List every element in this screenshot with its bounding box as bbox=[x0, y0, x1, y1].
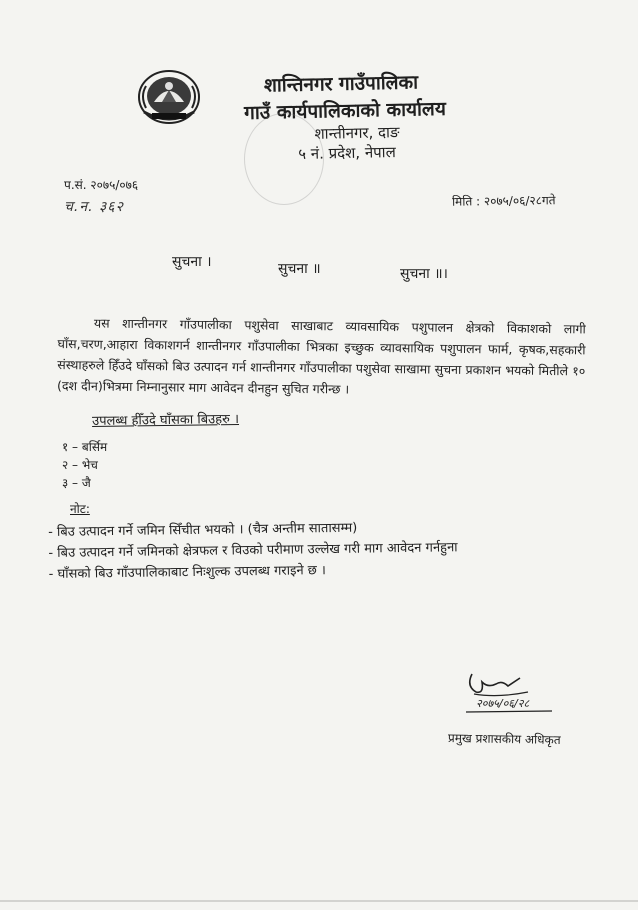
office-address: शान्तीनगर, दाङ bbox=[314, 123, 400, 143]
office-name: गाउँ कार्यपालिकाको कार्यालय bbox=[243, 97, 447, 125]
notice-heading-1: सुचना । bbox=[172, 254, 212, 270]
municipality-name: शान्तिनगर गाउँपालिका bbox=[263, 71, 419, 97]
reference-number: प.सं. २०७५/०७६ bbox=[64, 178, 139, 192]
list-item: १ – बर्सिम bbox=[62, 440, 108, 454]
dispatch-number: च.न. ३६२ bbox=[64, 199, 124, 215]
list-item: ३ – जै bbox=[62, 476, 91, 490]
seed-list bbox=[62, 438, 107, 492]
list-item: - घाँसको बिउ गाँउपालिकाबाट निःशुल्क उपलब्ध गराइने छ । bbox=[48, 563, 327, 582]
notice-heading-3: सुचना ॥। bbox=[400, 266, 448, 282]
province-line: ५ नं. प्रदेश, नेपाल bbox=[298, 142, 396, 164]
list-item: २ – भेच bbox=[62, 458, 98, 472]
signature-icon bbox=[458, 664, 558, 716]
note-label: नोट: bbox=[70, 502, 90, 516]
notice-paragraph: यस शान्तीनगर गाँउपालीका पशुसेवा साखाबाट व्यावसायिक पशुपालन क्षेत्रको विकाशको लागी घाँस,चरण,आहारा विकाशगर्न शान्तीनगर गाँउपालीका भित्रका इच्छुक व्यावसायिक पशुपालन फार्म, कृषक,सहकारी संस्थाहरुले हिँउदे घाँसको बिउ उत्पादन गर्न शान्तीनगर गाँउपालीका पशुसेवा साखामा सुचना प्रकाशन भयको मितीले १० (दश दीन)भित्रमा निम्नानुसार माग आवेदन दीनहुन सुचित गरीन्छ । bbox=[57, 315, 586, 397]
signature-date: २०७५/०६/२८ bbox=[476, 697, 530, 710]
letter-date: मिति : २०७५/०६/२८गते bbox=[451, 193, 556, 209]
list-item: - बिउ उत्पादन गर्ने जमिन सिँचीत भयको । (चैत्र अन्तीम सातासम्म) bbox=[48, 520, 358, 540]
list-item: - बिउ उत्पादन गर्ने जमिनको क्षेत्रफल र विउको परीमाण उल्लेख गरी माग आवेदन गर्नहुना bbox=[48, 540, 458, 561]
signatory-title: प्रमुख प्रशासकीय अधिकृत bbox=[447, 731, 561, 747]
available-seeds-heading: उपलब्ध हीँउदे घाँसका बिउहरु । bbox=[91, 411, 240, 430]
page-edge-line bbox=[0, 900, 638, 902]
faded-office-stamp bbox=[244, 113, 324, 205]
notes-list bbox=[48, 514, 609, 585]
notice-heading-2: सुचना ॥ bbox=[278, 261, 321, 277]
